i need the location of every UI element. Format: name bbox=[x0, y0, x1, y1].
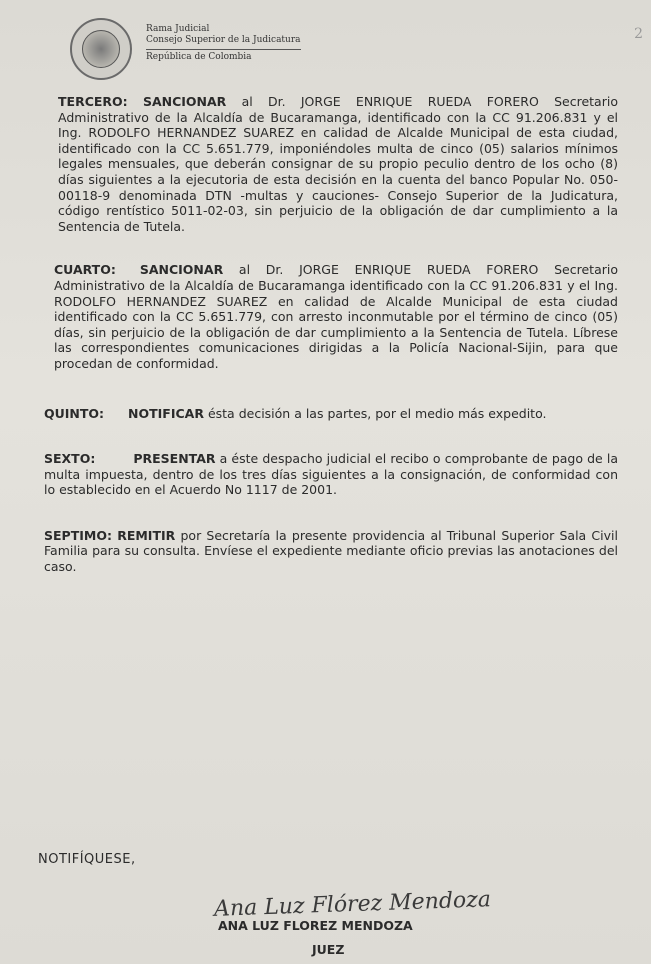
section-text: por Secretaría la presente providencia al Tribunal Superior Sala Civil Familia para su consulta. Envíese el expediente mediante oficio previas las anotaciones del caso. bbox=[44, 527, 618, 575]
institution-country: República de Colombia bbox=[146, 49, 301, 63]
handwritten-signature: Ana Luz Flórez Mendoza bbox=[213, 887, 492, 922]
resolution-body bbox=[44, 94, 618, 599]
section-verb: NOTIFICAR bbox=[128, 405, 204, 421]
section-text: al Dr. JORGE ENRIQUE RUEDA FORERO Secretario Administrativo de la Alcaldía de Bucaramanga, identificado con la CC 91.206.831 y el Ing. RODOLFO HERNANDEZ SUAREZ en calidad de Alcalde Municipal de esta ciudad, identificado con la CC 5.651.779, imponiéndoles multa de cinco (05) salarios mínimos legales mensuales, que deberán consignar de su propio peculio dentro de los ocho (8) días siguientes a la ejecutoria de esta decisión en la cuenta del banco Popular No. 050-00118-9 denominada DTN -multas y cauciones- Consejo Superior de la Judicatura, código rentístico 5011-02-03, sin perjuicio de la obligación de dar cumplimiento a la Sentencia de Tutela. bbox=[58, 94, 618, 234]
section-text: al Dr. JORGE ENRIQUE RUEDA FORERO Secretario Administrativo de la Alcaldía de Bucaramanga identificado con la CC 91.206.831 y el Ing. RODOLFO HERNANDEZ SUAREZ en calidad de Alcalde Municipal de esta ciudad identificado con la CC 5.651.779, con arresto inconmutable por el término de cinco (05) días, sin perjuicio de la obligación de dar cumplimiento a la Sentencia de Tutela. Líbrese las correspondientes comunicaciones dirigidas a la Policía Nacional-Sijin, para que procedan de conformidad. bbox=[54, 262, 618, 371]
seal-emblem-icon bbox=[82, 30, 120, 68]
section-verb: REMITIR bbox=[117, 527, 176, 543]
section-label: SEPTIMO: bbox=[44, 527, 112, 543]
section-verb: SANCIONAR bbox=[142, 94, 227, 109]
section-cuarto bbox=[44, 262, 618, 371]
page-number: 2 bbox=[634, 26, 643, 42]
section-tercero bbox=[44, 94, 618, 234]
institution-line-1: Rama Judicial bbox=[146, 24, 210, 34]
section-verb: SANCIONAR bbox=[139, 262, 224, 278]
signer-role: JUEZ bbox=[312, 942, 345, 957]
coat-of-arms-seal-icon bbox=[70, 18, 132, 80]
section-verb: PRESENTAR bbox=[133, 451, 216, 467]
section-label: CUARTO: bbox=[54, 262, 116, 278]
notify-closing: NOTIFÍQUESE, bbox=[38, 852, 136, 867]
section-label: SEXTO: bbox=[44, 451, 96, 467]
institution-line-2: Consejo Superior de la Judicatura bbox=[146, 35, 301, 45]
section-sexto bbox=[44, 451, 618, 498]
section-text: a éste despacho judicial el recibo o comprobante de pago de la multa impuesta, dentro de los tres días siguientes a la consignación, de conformidad con lo establecido en el Acuerdo No 1117 de 2001. bbox=[44, 451, 618, 498]
section-quinto bbox=[44, 406, 618, 422]
section-septimo bbox=[44, 528, 618, 575]
section-label: TERCERO: bbox=[58, 94, 128, 109]
letterhead bbox=[70, 12, 330, 82]
signer-name: ANA LUZ FLOREZ MENDOZA bbox=[218, 918, 413, 933]
section-label: QUINTO: bbox=[44, 405, 105, 421]
institution-block bbox=[146, 24, 301, 63]
section-text: ésta decisión a las partes, por el medio más expedito. bbox=[203, 405, 547, 421]
